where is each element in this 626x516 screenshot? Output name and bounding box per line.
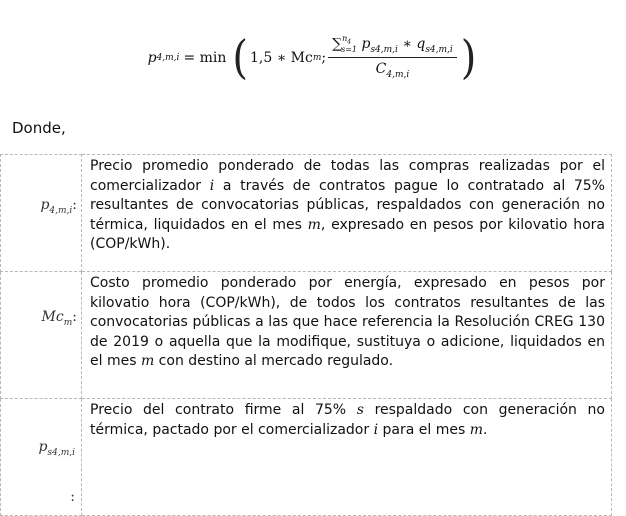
denominator-subscript: 4,m,i bbox=[386, 69, 410, 80]
definition-text bbox=[82, 272, 612, 399]
text-part: con destino al mercado regulado. bbox=[154, 353, 394, 369]
formula-first-term: 1,5 ∗ Mc bbox=[250, 50, 313, 66]
text-part: . bbox=[482, 421, 488, 438]
sum-upper: n bbox=[342, 34, 348, 44]
formula-denominator bbox=[376, 58, 410, 80]
formula-lhs-subscript: 4,m,i bbox=[156, 53, 180, 63]
formula-numerator bbox=[328, 36, 457, 58]
formula-first-term-subscript: m bbox=[312, 53, 322, 63]
symbol-colon: : bbox=[72, 309, 77, 325]
formula-equals-min: = min bbox=[183, 50, 227, 66]
definition-symbol bbox=[1, 155, 82, 272]
numerator-q: q bbox=[416, 36, 426, 53]
text-part: respaldado con generación no térmica, pactado por el comercializador bbox=[90, 402, 605, 438]
variable-m: m bbox=[469, 421, 483, 438]
sum-symbol: ∑ bbox=[332, 36, 343, 53]
definition-row bbox=[1, 272, 612, 399]
numerator-times: ∗ bbox=[402, 36, 412, 53]
symbol-subscript: 4,m,i bbox=[49, 205, 73, 216]
variable-m: m bbox=[140, 353, 155, 369]
text-part: , expresado en pesos por kilovatio hora (COP/kWh). bbox=[90, 216, 605, 252]
text-part: a través de contratos pague lo contratado al 75% resultantes de convocatorias públicas, respaldados con generación no térmica, liquidados en el mes bbox=[90, 177, 605, 233]
symbol-colon: : bbox=[72, 197, 77, 213]
symbol-subscript: m bbox=[63, 317, 73, 328]
denominator-c: C bbox=[375, 61, 387, 77]
variable-m: m bbox=[307, 216, 321, 233]
formula-lhs: p bbox=[147, 50, 157, 66]
definition-row bbox=[1, 155, 612, 272]
symbol-subscript: s4,m,i bbox=[47, 447, 75, 458]
donde-label: Donde, bbox=[12, 119, 66, 137]
text-part: Precio promedio ponderado de todas las compras realizadas por el comercializador bbox=[90, 158, 605, 194]
definition-text bbox=[82, 399, 612, 516]
right-paren: ) bbox=[460, 31, 477, 85]
definition-symbol bbox=[1, 272, 82, 399]
text-part: Precio del contrato firme al 75% bbox=[90, 402, 357, 418]
text-part: para el mes bbox=[378, 421, 470, 438]
definitions-table bbox=[0, 154, 612, 516]
formula-fraction bbox=[328, 36, 457, 80]
symbol-main: p bbox=[38, 439, 48, 455]
text-part: Costo promedio ponderado por energía, expresado en pesos por kilovatio hora (COP/kWh), de todos los contratos resultantes de las convocatorias públicas a las que hace referencia la Resolución CREG 130 de 2019 o aquella que la modifique, sustituya o adicione, liquidados en el mes bbox=[90, 275, 605, 369]
definition-symbol bbox=[1, 399, 82, 516]
definition-row bbox=[1, 399, 612, 516]
variable-i: i bbox=[209, 177, 215, 194]
left-paren: ( bbox=[232, 31, 248, 85]
numerator-p: p bbox=[361, 36, 371, 53]
sum-upper-subscript: 4 bbox=[347, 38, 352, 46]
variable-i: i bbox=[373, 421, 379, 438]
symbol-main: Mc bbox=[41, 309, 64, 325]
numerator-p-subscript: s4,m,i bbox=[370, 45, 398, 55]
formula-separator: ; bbox=[321, 50, 327, 66]
symbol-main: p bbox=[40, 197, 50, 213]
formula bbox=[0, 28, 626, 88]
variable-s: s bbox=[356, 402, 364, 418]
symbol-colon: : bbox=[70, 489, 75, 505]
definition-text bbox=[82, 155, 612, 272]
sum-lower: s=1 bbox=[341, 45, 358, 55]
numerator-q-subscript: s4,m,i bbox=[425, 45, 453, 55]
